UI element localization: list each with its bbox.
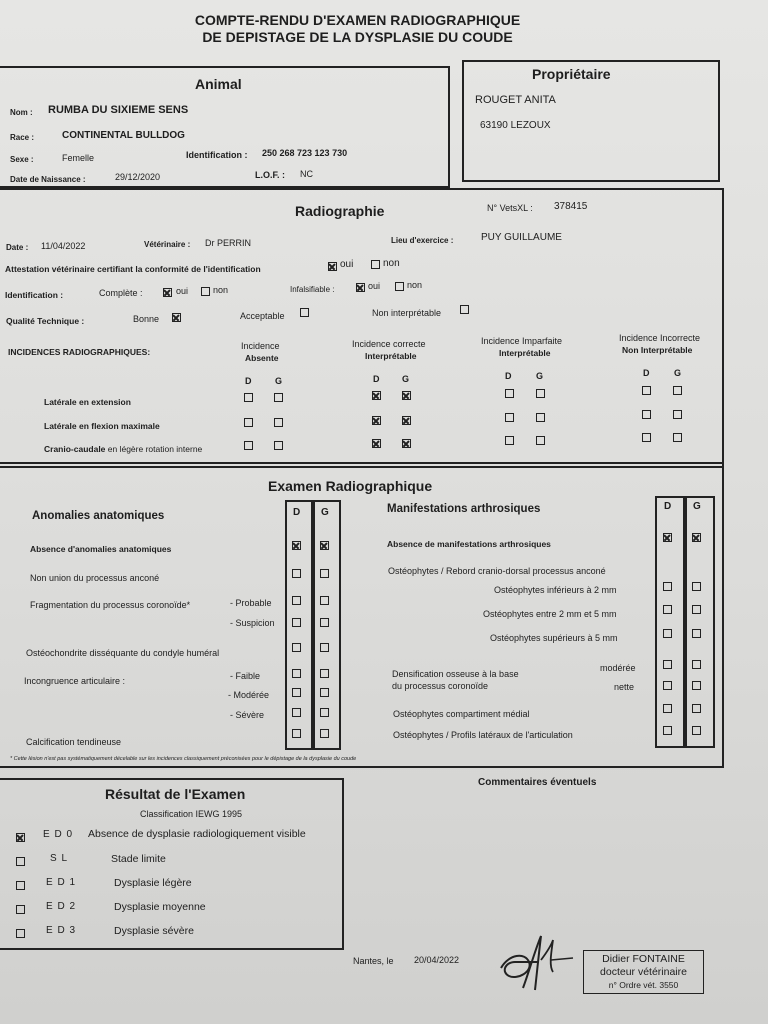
manifestations-d-label: D bbox=[664, 501, 672, 512]
probable-g[interactable] bbox=[320, 596, 329, 605]
row-cranio-caudale-bold: Cranio-caudale bbox=[44, 444, 106, 454]
result-ed3-label: Dysplasie sévère bbox=[114, 925, 194, 937]
moderee-g[interactable] bbox=[320, 688, 329, 697]
faible-g[interactable] bbox=[320, 669, 329, 678]
identification-label: Identification : bbox=[5, 290, 64, 300]
proprietaire-nom: ROUGET ANITA bbox=[475, 94, 556, 106]
animal-nom: RUMBA DU SIXIEME SENS bbox=[48, 104, 189, 116]
col-correcte-label: Incidence correcte bbox=[352, 339, 426, 349]
stamp-title: docteur vétérinaire bbox=[600, 966, 687, 978]
row-laterale-flexion: Latérale en flexion maximale bbox=[44, 421, 160, 431]
r2-imparfaite-g[interactable] bbox=[536, 413, 545, 422]
animal-lof: NC bbox=[300, 169, 313, 179]
complete-non-checkbox[interactable] bbox=[201, 287, 210, 296]
profils-g[interactable] bbox=[692, 726, 701, 735]
radio-date-label: Date : bbox=[6, 243, 29, 252]
inc-g-3: G bbox=[536, 371, 544, 381]
animal-race-label: Race : bbox=[10, 133, 35, 142]
stamp-name: Didier FONTAINE bbox=[602, 953, 685, 965]
row-cranio-caudale bbox=[44, 444, 202, 454]
radio-vet-label: Vétérinaire : bbox=[144, 240, 191, 249]
inf2-g[interactable] bbox=[692, 582, 701, 591]
r1-incorrecte-d[interactable] bbox=[642, 386, 651, 395]
r2-correcte-g[interactable] bbox=[402, 416, 411, 425]
suspicion-g[interactable] bbox=[320, 618, 329, 627]
radio-date: 11/04/2022 bbox=[41, 241, 86, 251]
osteochondrite-label: Ostéochondrite disséquante du condyle huméral bbox=[26, 648, 220, 658]
inc-g-1: G bbox=[275, 376, 283, 386]
faible-label: - Faible bbox=[230, 671, 261, 681]
attestation-oui-label: oui bbox=[340, 259, 354, 270]
profils-label: Ostéophytes / Profils latéraux de l'articulation bbox=[393, 730, 573, 740]
absence-anomalies-d[interactable] bbox=[292, 541, 301, 550]
severe-g[interactable] bbox=[320, 708, 329, 717]
entre-d[interactable] bbox=[663, 605, 672, 614]
absence-anomalies-g[interactable] bbox=[320, 541, 329, 550]
qualite-label: Qualité Technique : bbox=[6, 316, 85, 326]
result-ed0-label: Absence de dysplasie radiologiquement visible bbox=[88, 828, 306, 840]
radiographie-heading: Radiographie bbox=[295, 203, 385, 219]
absence-manif-label: Absence de manifestations arthrosiques bbox=[387, 539, 551, 549]
r1-incorrecte-g[interactable] bbox=[673, 386, 682, 395]
result-ed3-code: E D 3 bbox=[46, 925, 77, 936]
non-union-label: Non union du processus anconé bbox=[30, 573, 160, 583]
manifestations-heading: Manifestations arthrosiques bbox=[387, 503, 541, 515]
anomalies-heading: Anomalies anatomiques bbox=[32, 510, 165, 522]
result-ed0-code: E D 0 bbox=[43, 829, 74, 840]
commentaires-label: Commentaires éventuels bbox=[478, 777, 597, 788]
infalsifiable-oui-label: oui bbox=[368, 281, 381, 291]
r2-absente-d[interactable] bbox=[244, 418, 253, 427]
result-ed0-checkbox[interactable] bbox=[16, 833, 25, 842]
animal-id-label: Identification : bbox=[186, 150, 248, 160]
col-incorrecte-label: Incidence Incorrecte bbox=[619, 333, 701, 343]
qualite-noninterp-label: Non interprétable bbox=[372, 308, 442, 318]
r1-correcte-g[interactable] bbox=[402, 391, 411, 400]
animal-nom-label: Nom : bbox=[10, 108, 33, 117]
result-ed1-label: Dysplasie légère bbox=[114, 877, 192, 889]
radio-vet: Dr PERRIN bbox=[205, 238, 252, 248]
result-ed2-label: Dysplasie moyenne bbox=[114, 901, 206, 913]
osteochondrite-d[interactable] bbox=[292, 643, 301, 652]
animal-naissance: 29/12/2020 bbox=[115, 172, 161, 182]
absence-manif-g[interactable] bbox=[692, 533, 701, 542]
absence-manif-d[interactable] bbox=[663, 533, 672, 542]
suspicion-d[interactable] bbox=[292, 618, 301, 627]
r2-incorrecte-g[interactable] bbox=[673, 410, 682, 419]
sup5-g[interactable] bbox=[692, 629, 701, 638]
col-absente-label: Incidence bbox=[241, 341, 280, 351]
osteochondrite-g[interactable] bbox=[320, 643, 329, 652]
proprietaire-heading: Propriétaire bbox=[532, 66, 611, 82]
qualite-noninterp-checkbox[interactable] bbox=[460, 305, 469, 314]
densification-label-1: Densification osseuse à la base bbox=[392, 669, 519, 679]
densif-moderee-label: modérée bbox=[600, 663, 636, 673]
complete-non-label: non bbox=[213, 285, 229, 295]
row-laterale-extension: Latérale en extension bbox=[44, 397, 131, 407]
calcification-label: Calcification tendineuse bbox=[26, 737, 122, 747]
complete-label: Complète : bbox=[99, 288, 143, 298]
calcification-g[interactable] bbox=[320, 729, 329, 738]
densification-label-2: du processus coronoïde bbox=[392, 681, 489, 691]
complete-oui-label: oui bbox=[176, 286, 189, 296]
absence-anomalies-label: Absence d'anomalies anatomiques bbox=[30, 544, 172, 554]
animal-heading: Animal bbox=[195, 76, 242, 92]
result-ed1-code: E D 1 bbox=[46, 877, 77, 888]
entre-g[interactable] bbox=[692, 605, 701, 614]
r1-imparfaite-g[interactable] bbox=[536, 389, 545, 398]
animal-race: CONTINENTAL BULLDOG bbox=[62, 130, 185, 141]
sup5-d[interactable] bbox=[663, 629, 672, 638]
densif-nette-label: nette bbox=[614, 682, 635, 692]
radio-lieu-label: Lieu d'exercice : bbox=[391, 236, 454, 245]
result-sl-label: Stade limite bbox=[111, 853, 166, 865]
inc-d-3: D bbox=[505, 371, 512, 381]
profils-d[interactable] bbox=[663, 726, 672, 735]
suspicion-label: - Suspicion bbox=[230, 618, 275, 628]
anomalies-g-label: G bbox=[321, 507, 329, 518]
inf2-d[interactable] bbox=[663, 582, 672, 591]
non-union-g[interactable] bbox=[320, 569, 329, 578]
inc-d-4: D bbox=[643, 368, 650, 378]
vetsxl-label: N° VetsXL : bbox=[487, 203, 533, 213]
incidences-label: INCIDENCES RADIOGRAPHIQUES: bbox=[8, 347, 151, 357]
inc-d-2: D bbox=[373, 374, 380, 384]
row-cranio-caudale-rest: en légère rotation interne bbox=[105, 444, 203, 454]
compartiment-d[interactable] bbox=[663, 704, 672, 713]
attestation-non-checkbox[interactable] bbox=[371, 260, 380, 269]
inc-g-4: G bbox=[674, 368, 682, 378]
severe-d[interactable] bbox=[292, 708, 301, 717]
r2-imparfaite-d[interactable] bbox=[505, 413, 514, 422]
r3-incorrecte-g[interactable] bbox=[673, 433, 682, 442]
handwritten-signature bbox=[495, 932, 575, 994]
infalsifiable-label: Infalsifiable : bbox=[290, 285, 335, 294]
r2-correcte-d[interactable] bbox=[372, 416, 381, 425]
infalsifiable-oui-checkbox[interactable] bbox=[356, 283, 365, 292]
compartiment-g[interactable] bbox=[692, 704, 701, 713]
manifestations-g-label: G bbox=[693, 501, 701, 512]
entre-label: Ostéophytes entre 2 mm et 5 mm bbox=[483, 609, 617, 619]
col-incorrecte-sub: Non Interprétable bbox=[622, 345, 693, 355]
severe-label: - Sévère bbox=[230, 710, 265, 720]
anomalies-d-label: D bbox=[293, 507, 301, 518]
attestation-oui-checkbox[interactable] bbox=[328, 262, 337, 271]
resultat-heading: Résultat de l'Examen bbox=[105, 786, 246, 802]
classification-label: Classification IEWG 1995 bbox=[140, 809, 243, 819]
infalsifiable-non-label: non bbox=[407, 280, 423, 290]
qualite-acceptable-label: Acceptable bbox=[240, 311, 285, 321]
moderee-label: - Modérée bbox=[228, 690, 270, 700]
col-imparfaite-sub: Interprétable bbox=[499, 348, 551, 358]
result-sl-code: S L bbox=[50, 853, 69, 864]
signature-place: Nantes, le bbox=[353, 956, 394, 966]
result-sl-checkbox[interactable] bbox=[16, 857, 25, 866]
stamp-ordre: n° Ordre vét. 3550 bbox=[608, 980, 679, 990]
r3-correcte-g[interactable] bbox=[402, 439, 411, 448]
report-title-line1: COMPTE-RENDU D'EXAMEN RADIOGRAPHIQUE bbox=[194, 12, 521, 28]
densif-nette-d[interactable] bbox=[663, 681, 672, 690]
r3-incorrecte-d[interactable] bbox=[642, 433, 651, 442]
animal-naissance-label: Date de Naissance : bbox=[10, 175, 86, 184]
attestation-non-label: non bbox=[383, 258, 400, 269]
r3-imparfaite-d[interactable] bbox=[505, 436, 514, 445]
footnote: * Cette lésion n'est pas systématiquement décelable sur les incidences classiquement préconisées pour le dépistage de la dysplasie du coude bbox=[10, 756, 357, 762]
proprietaire-ville: 63190 LEZOUX bbox=[480, 120, 551, 131]
result-ed3-checkbox[interactable] bbox=[16, 929, 25, 938]
result-ed1-checkbox[interactable] bbox=[16, 881, 25, 890]
r1-absente-d[interactable] bbox=[244, 393, 253, 402]
r3-correcte-d[interactable] bbox=[372, 439, 381, 448]
examen-heading: Examen Radiographique bbox=[268, 478, 433, 494]
complete-oui-checkbox[interactable] bbox=[163, 288, 172, 297]
infalsifiable-non-checkbox[interactable] bbox=[395, 282, 404, 291]
osteophytes-rebord-label: Ostéophytes / Rebord cranio-dorsal processus anconé bbox=[388, 566, 606, 576]
animal-lof-label: L.O.F. : bbox=[255, 170, 285, 180]
densif-moderee-g[interactable] bbox=[692, 660, 701, 669]
col-correcte-sub: Interprétable bbox=[365, 351, 417, 361]
radio-lieu: PUY GUILLAUME bbox=[481, 232, 562, 243]
qualite-bonne-label: Bonne bbox=[133, 314, 160, 324]
r3-absente-g[interactable] bbox=[274, 441, 283, 450]
attestation-label: Attestation vétérinaire certifiant la conformité de l'identification bbox=[5, 264, 261, 274]
compartiment-label: Ostéophytes compartiment médial bbox=[393, 709, 530, 719]
animal-id: 250 268 723 123 730 bbox=[262, 148, 348, 158]
r3-absente-d[interactable] bbox=[244, 441, 253, 450]
qualite-bonne-checkbox[interactable] bbox=[172, 313, 181, 322]
col-absente-sub: Absente bbox=[245, 353, 279, 363]
qualite-acceptable-checkbox[interactable] bbox=[300, 308, 309, 317]
result-ed2-code: E D 2 bbox=[46, 901, 77, 912]
inf2-label: Ostéophytes inférieurs à 2 mm bbox=[494, 585, 617, 595]
faible-d[interactable] bbox=[292, 669, 301, 678]
vetsxl-number: 378415 bbox=[554, 201, 588, 212]
report-title-line2: DE DEPISTAGE DE LA DYSPLASIE DU COUDE bbox=[202, 29, 513, 45]
fragmentation-label: Fragmentation du processus coronoïde* bbox=[30, 600, 191, 610]
col-imparfaite-label: Incidence Imparfaite bbox=[481, 336, 563, 346]
r2-incorrecte-d[interactable] bbox=[642, 410, 651, 419]
incongruence-label: Incongruence articulaire : bbox=[24, 676, 126, 686]
animal-sexe: Femelle bbox=[62, 153, 95, 163]
sup5-label: Ostéophytes supérieurs à 5 mm bbox=[490, 633, 618, 643]
result-ed2-checkbox[interactable] bbox=[16, 905, 25, 914]
r1-absente-g[interactable] bbox=[274, 393, 283, 402]
r3-imparfaite-g[interactable] bbox=[536, 436, 545, 445]
inc-d-1: D bbox=[245, 376, 252, 386]
probable-d[interactable] bbox=[292, 596, 301, 605]
signature-date: 20/04/2022 bbox=[414, 955, 460, 965]
probable-label: - Probable bbox=[230, 598, 272, 608]
moderee-d[interactable] bbox=[292, 688, 301, 697]
non-union-d[interactable] bbox=[292, 569, 301, 578]
densif-nette-g[interactable] bbox=[692, 681, 701, 690]
r2-absente-g[interactable] bbox=[274, 418, 283, 427]
r1-correcte-d[interactable] bbox=[372, 391, 381, 400]
animal-sexe-label: Sexe : bbox=[10, 155, 34, 164]
calcification-d[interactable] bbox=[292, 729, 301, 738]
densif-moderee-d[interactable] bbox=[663, 660, 672, 669]
inc-g-2: G bbox=[402, 374, 410, 384]
r1-imparfaite-d[interactable] bbox=[505, 389, 514, 398]
